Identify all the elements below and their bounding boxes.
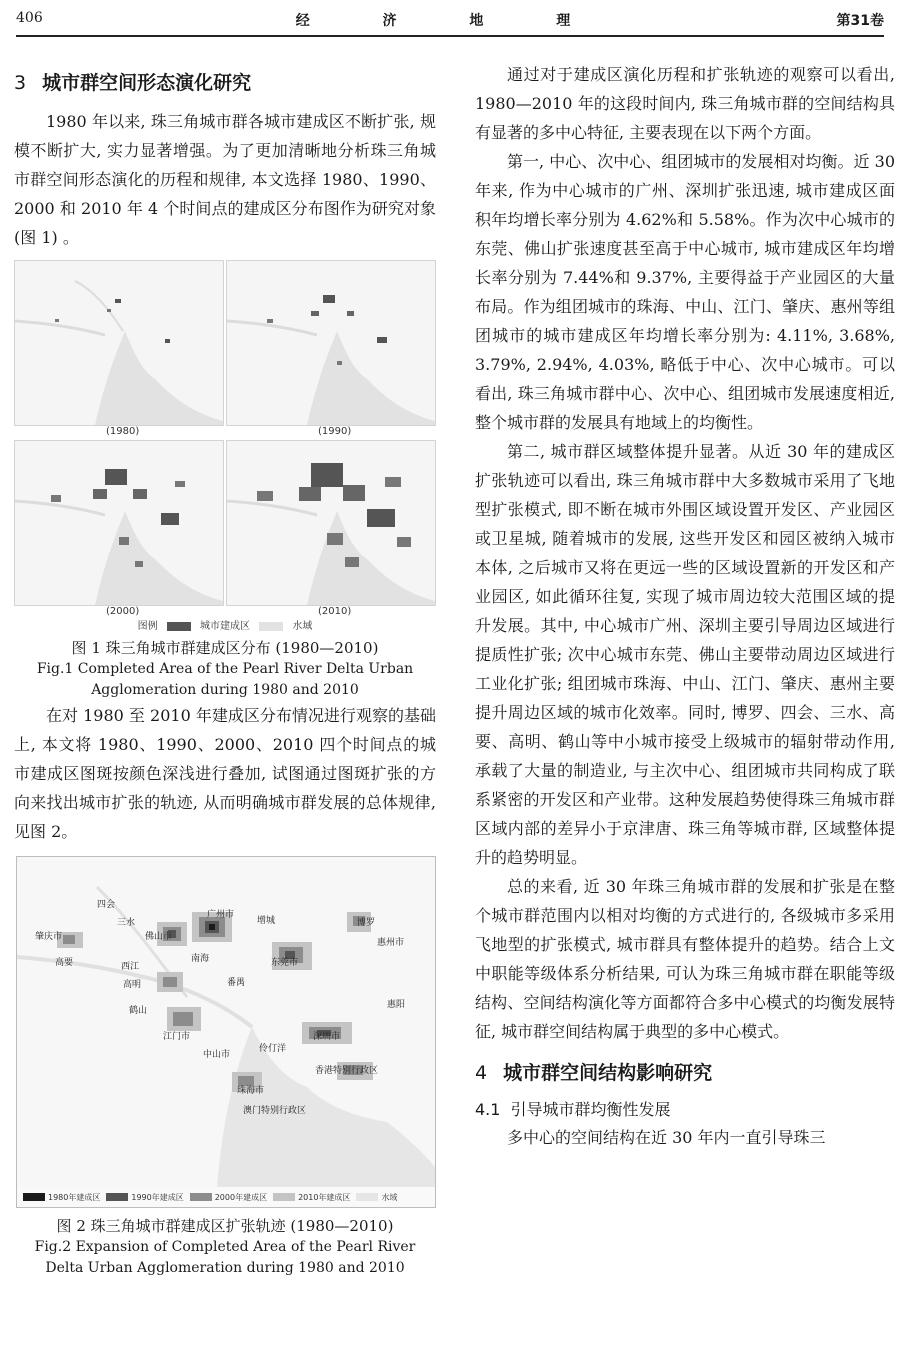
year-label-1990: (1990) <box>318 426 352 437</box>
map-label-gaoming: 高明 <box>123 980 142 990</box>
legend-1990 <box>106 1192 183 1203</box>
map-label-shenzhen: 深圳市 <box>313 1032 341 1042</box>
subsection-4-1-title <box>475 1097 895 1123</box>
legend-swatch-water <box>259 622 283 631</box>
legend-title: 图例 <box>137 621 158 632</box>
volume-label: 第31卷 <box>836 13 884 29</box>
map-label-hk: 香港特别行政区 <box>315 1066 379 1076</box>
map-label-huiyang: 惠阳 <box>387 1000 406 1010</box>
map-label-guangzhou: 广州市 <box>207 910 235 920</box>
map-label-xijiang: 西江 <box>121 962 140 972</box>
paragraph-4-1: 多中心的空间结构在近 30 年内一直引导珠三 <box>507 1128 826 1147</box>
legend-water-label: 水域 <box>381 1192 398 1202</box>
figure-1-caption-en-1: Fig.1 Completed Area of the Pearl River Delta Urban <box>36 661 414 677</box>
journal-title: 经 济 地 理 <box>295 13 605 29</box>
map-label-macau: 澳门特别行政区 <box>243 1106 307 1116</box>
legend-water <box>356 1192 397 1203</box>
section-title-text: 城市群空间形态演化研究 <box>42 72 252 94</box>
map-label-huizhou: 惠州市 <box>377 938 405 948</box>
map-label-sanshui: 三水 <box>117 918 136 928</box>
figure-1 <box>14 260 436 632</box>
map-label-lingdingyang: 伶仃洋 <box>259 1044 287 1054</box>
legend-swatch-1990 <box>106 1193 128 1201</box>
paragraph-5: 第二, 城市群区域整体提升显著。从近 30 年的建成区扩张轨迹可以看出, 珠三角城市群中大多数城市采用了飞地型扩张模式, 即不断在城市外围区域设置开发区、产业园区或卫星城, 随着城市的发展, 这些开发区和园区被纳入城市本体, 之后城市又将在更远一些的区域设置新的开发区和产业园区, 如此循环往复, 实现了城市周边较大范围区域的提升发展。其中, 中心城市广州、深圳主要引导周边区域进行提质性扩张; 次中心城市东莞、佛山主要带动周边区域进行工业化扩张; 组团城市珠海、中山、江门、肇庆、惠州主要提升周边区域的城市化效率。同时, 博罗、四会、三水、高要、高明、鹤山等中小城市接受上级城市的辐射带动作用, 承载了大量的制造业, 与主次中心、组团城市共同构成了联系紧密的开发区和产业带。这种发展趋势使得珠三角城市群区域内部的差异小于京津唐、珠三角等城市群, 区域整体提升的趋势明显。 <box>475 442 895 867</box>
map-label-foshan: 佛山市 <box>145 932 173 942</box>
map-label-heshan: 鹤山 <box>129 1006 148 1016</box>
figure-2-caption-en-2: Delta Urban Agglomeration during 1980 and 2010 <box>45 1260 405 1276</box>
map-1990 <box>227 261 435 425</box>
figure-2 <box>16 856 436 1208</box>
map-panel-1980 <box>14 260 224 426</box>
paragraph-2: 在对 1980 至 2010 年建成区分布情况进行观察的基础上, 本文将 1980、1990、2000、2010 四个时间点的城市建成区图斑按颜色深浅进行叠加, 试图通过图斑扩张的方向来找出城市扩张的轨迹, 从而明确城市群发展的总体规律, 见图 2。 <box>14 706 436 841</box>
map-panel-1990 <box>226 260 436 426</box>
figure-1-caption-cn: 图 1 珠三角城市群建成区分布 (1980—2010) <box>71 639 379 657</box>
paragraph-3: 通过对于建成区演化历程和扩张轨迹的观察可以看出, 1980—2010 年的这段时间内, 珠三角城市群的空间结构具有显著的多中心特征, 主要表现在以下两个方面。 <box>475 65 895 142</box>
legend-swatch-water <box>356 1193 378 1201</box>
subsection-number: 4.1 <box>475 1100 501 1119</box>
section-4-number: 4 <box>475 1062 488 1084</box>
legend-1990-label: 1990年建成区 <box>131 1192 184 1202</box>
legend-swatch-built <box>167 622 191 631</box>
legend-2000-label: 2000年建成区 <box>214 1192 268 1202</box>
year-label-1980: (1980) <box>106 426 140 437</box>
section-4-title-text: 城市群空间结构影响研究 <box>503 1062 713 1084</box>
section-number: 3 <box>14 72 27 94</box>
map-label-panyu: 番禺 <box>227 978 246 988</box>
map-label-zhongshan: 中山市 <box>203 1050 231 1060</box>
map-label-zhuhai: 珠海市 <box>237 1086 265 1096</box>
map-label-jiangmen: 江门市 <box>163 1032 191 1042</box>
page-header <box>16 6 884 34</box>
legend-2000 <box>190 1192 267 1203</box>
legend-swatch-1980 <box>23 1193 45 1201</box>
year-label-2000: (2000) <box>106 606 140 617</box>
map-panel-2000 <box>14 440 224 606</box>
map-label-gaoyao: 高要 <box>55 958 74 968</box>
figure-2-caption-en-1: Fig.2 Expansion of Completed Area of the Pearl River <box>34 1239 416 1255</box>
section-4-title <box>475 1058 895 1085</box>
map-label-dongguan: 东莞市 <box>271 958 299 968</box>
legend-swatch-2000 <box>190 1193 212 1201</box>
map-2010 <box>227 441 435 605</box>
figure-1-caption-en-2: Agglomeration during 1980 and 2010 <box>91 682 359 698</box>
legend-1980-label: 1980年建成区 <box>48 1192 101 1202</box>
left-column <box>14 60 436 1279</box>
map-panel-2010 <box>226 440 436 606</box>
legend-built-label: 城市建成区 <box>200 621 250 632</box>
map-label-zhaoqing: 肇庆市 <box>35 932 63 942</box>
header-rule <box>16 35 884 37</box>
map-2000 <box>15 441 223 605</box>
year-label-2010: (2010) <box>318 606 352 617</box>
map-1980 <box>15 261 223 425</box>
map-label-sihui: 四会 <box>97 900 116 910</box>
legend-1980 <box>23 1192 100 1203</box>
map-label-boluo: 博罗 <box>357 918 376 928</box>
figure-2-caption-cn: 图 2 珠三角城市群建成区扩张轨迹 (1980—2010) <box>56 1217 394 1235</box>
paragraph-1: 1980 年以来, 珠三角城市群各城市建成区不断扩张, 规模不断扩大, 实力显著增强。为了更加清晰地分析珠三角城市群空间形态演化的历程和规律, 本文选择 1980、1990、2000 和 2010 年 4 个时间点的建成区分布图作为研究对象 (图 1) 。 <box>14 112 436 247</box>
page-number: 406 <box>16 10 43 26</box>
figure-2-legend <box>23 1190 429 1204</box>
map-label-nanhai: 南海 <box>191 954 210 964</box>
section-3-title <box>14 68 436 95</box>
subsection-title-text: 引导城市群均衡性发展 <box>510 1100 671 1119</box>
paragraph-6: 总的来看, 近 30 年珠三角城市群的发展和扩张是在整个城市群范围内以相对均衡的方式进行的, 各级城市多采用飞地型的扩张模式, 城市群具有整体提升的趋势。结合上文中职能等级体系分析结果, 可认为珠三角城市群在职能等级结构、空间结构演化等方面都符合多中心模式的均衡发展特征, 城市群空间结构属于典型的多中心模式。 <box>475 877 895 1041</box>
legend-2010-label: 2010年建成区 <box>298 1192 351 1202</box>
map-label-zengcheng: 增城 <box>257 916 276 926</box>
figure-1-legend <box>14 617 436 632</box>
right-column <box>475 60 895 1152</box>
legend-2010 <box>273 1192 350 1203</box>
paragraph-4: 第一, 中心、次中心、组团城市的发展相对均衡。近 30 年来, 作为中心城市的广州、深圳扩张迅速, 城市建成区面积年均增长率分别为 4.62%和 5.58%。作为次中心城市的东莞、佛山扩张速度甚至高于中心城市, 城市建成区年均增长率分别为 7.44%和 9.37%, 主要得益于产业园区的大量布局。作为组团城市的珠海、中山、江门、肇庆、惠州等组团城市的城市建成区年均增长率分别为: 4.11%, 3.68%, 3.79%, 2.94%, 4.03%, 略低于中心、次中心城市。可以看出, 珠三角城市群中心、次中心、组团城市发展速度相近, 整个城市群的发展具有地域上的均衡性。 <box>475 152 895 432</box>
legend-swatch-2010 <box>273 1193 295 1201</box>
legend-water-label: 水域 <box>292 621 313 632</box>
